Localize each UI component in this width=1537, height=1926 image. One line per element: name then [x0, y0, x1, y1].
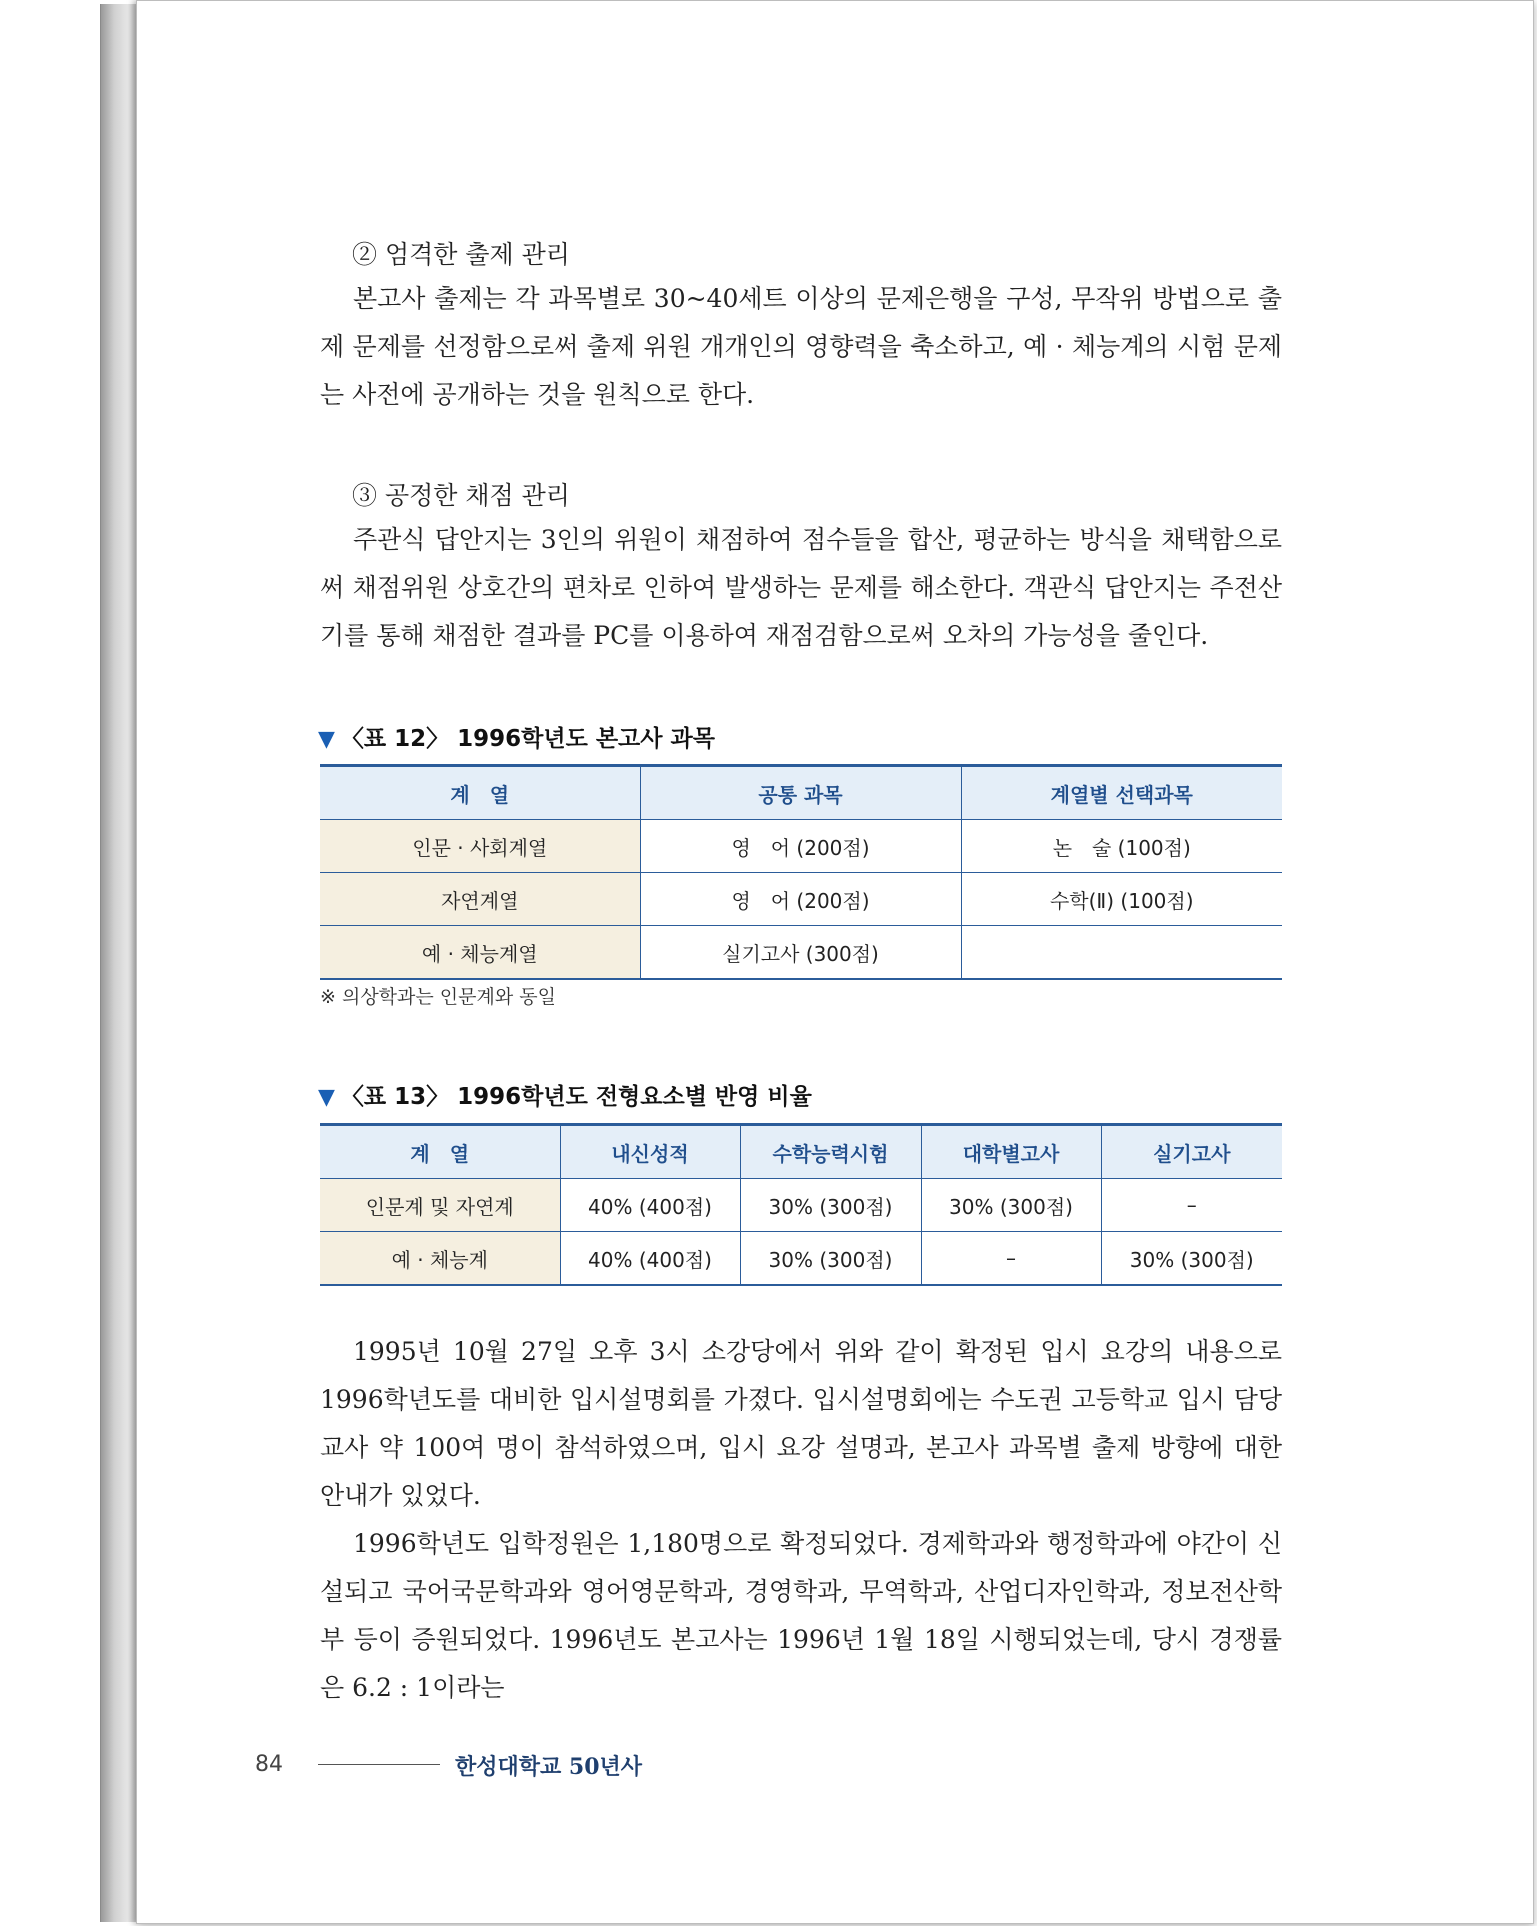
- table-13-title-text: 〈표 13〉 1996학년도 전형요소별 반영 비율: [340, 1084, 812, 1110]
- table-cell: 30% (300점): [921, 1179, 1101, 1232]
- table-cell: 영 어 (200점): [640, 873, 961, 926]
- table-12-title: [318, 720, 715, 753]
- table-cell: 40% (400점): [560, 1179, 740, 1232]
- table-cell: 논 술 (100점): [961, 820, 1282, 873]
- table-row: [320, 873, 1282, 926]
- paragraph: 본고사 출제는 각 과목별로 30~40세트 이상의 문제은행을 구성, 무작위 방법으로 출제 문제를 선정함으로써 출제 위원 개개인의 영향력을 축소하고, 예 · 체능계의 시험 문제는 사전에 공개하는 것을 원칙으로 한다.: [320, 284, 1282, 409]
- table-12-title-text: 〈표 12〉 1996학년도 본고사 과목: [340, 726, 715, 752]
- table-cell: 예 · 체능계열: [320, 926, 640, 980]
- table-cell: 30% (300점): [1101, 1232, 1282, 1286]
- footer-divider: [318, 1764, 440, 1765]
- paragraph: 1996학년도 입학정원은 1,180명으로 확정되었다. 경제학과와 행정학과에 야간이 신설되고 국어국문학과와 영어영문학과, 경영학과, 무역학과, 산업디자인학과, 정보전산학부 등이 증원되었다. 1996년도 본고사는 1996년 1월 18일 시행되었는데, 당시 경쟁률은 6.2 : 1이라는: [320, 1529, 1282, 1702]
- table-header-cell: 계 열: [320, 766, 640, 820]
- table-header-cell: 수학능력시험: [740, 1125, 921, 1179]
- table-12: [320, 764, 1282, 980]
- table-13: [320, 1123, 1282, 1286]
- table-cell: [961, 926, 1282, 980]
- table-header-row: [320, 766, 1282, 820]
- paragraph: 주관식 답안지는 3인의 위원이 채점하여 점수들을 합산, 평균하는 방식을 채택함으로써 채점위원 상호간의 편차로 인하여 발생하는 문제를 해소한다. 객관식 답안지는 주전산기를 통해 채점한 결과를 PC를 이용하여 재점검함으로써 오차의 가능성을 줄인다.: [320, 525, 1282, 650]
- section-heading-grading-management: ③ 공정한 채점 관리: [352, 481, 570, 510]
- book-title: 한성대학교 50년사: [455, 1754, 643, 1780]
- table-header-cell: 대학별고사: [921, 1125, 1101, 1179]
- table-header-cell: 계열별 선택과목: [961, 766, 1282, 820]
- triangle-marker-icon: ▼: [318, 727, 335, 752]
- table-header-row: [320, 1125, 1282, 1179]
- table-cell: 영 어 (200점): [640, 820, 961, 873]
- book-spine-edge: [100, 4, 139, 1922]
- table-row: [320, 1179, 1282, 1232]
- table-cell: 자연계열: [320, 873, 640, 926]
- table-header-cell: 계 열: [320, 1125, 560, 1179]
- table-header-cell: 실기고사: [1101, 1125, 1282, 1179]
- paragraph: 1995년 10월 27일 오후 3시 소강당에서 위와 같이 확정된 입시 요강의 내용으로 1996학년도를 대비한 입시설명회를 가졌다. 입시설명회에는 수도권 고등학교 입시 담당교사 약 100여 명이 참석하였으며, 입시 요강 설명과, 본고사 과목별 출제 방향에 대한 안내가 있었다.: [320, 1337, 1282, 1510]
- table-cell: 40% (400점): [560, 1232, 740, 1286]
- table-13-title: [318, 1078, 812, 1111]
- triangle-marker-icon: ▼: [318, 1085, 335, 1110]
- table-row: [320, 1232, 1282, 1286]
- table-cell: 30% (300점): [740, 1179, 921, 1232]
- table-cell: 실기고사 (300점): [640, 926, 961, 980]
- table-cell: 인문 · 사회계열: [320, 820, 640, 873]
- table-header-cell: 공통 과목: [640, 766, 961, 820]
- table-cell: 수학(Ⅱ) (100점): [961, 873, 1282, 926]
- table-cell: –: [1101, 1179, 1282, 1232]
- section-body-exam-management: [320, 275, 1282, 419]
- body-text: [320, 1328, 1282, 1712]
- table-cell: 인문계 및 자연계: [320, 1179, 560, 1232]
- table-row: [320, 926, 1282, 980]
- table-row: [320, 820, 1282, 873]
- table-12-note: ※ 의상학과는 인문계와 동일: [320, 986, 556, 1008]
- section-heading-exam-management: ② 엄격한 출제 관리: [352, 240, 570, 269]
- table-header-cell: 내신성적: [560, 1125, 740, 1179]
- table-cell: 30% (300점): [740, 1232, 921, 1286]
- page-number: 84: [255, 1752, 283, 1777]
- section-body-grading-management: [320, 516, 1282, 660]
- table-cell: –: [921, 1232, 1101, 1286]
- table-cell: 예 · 체능계: [320, 1232, 560, 1286]
